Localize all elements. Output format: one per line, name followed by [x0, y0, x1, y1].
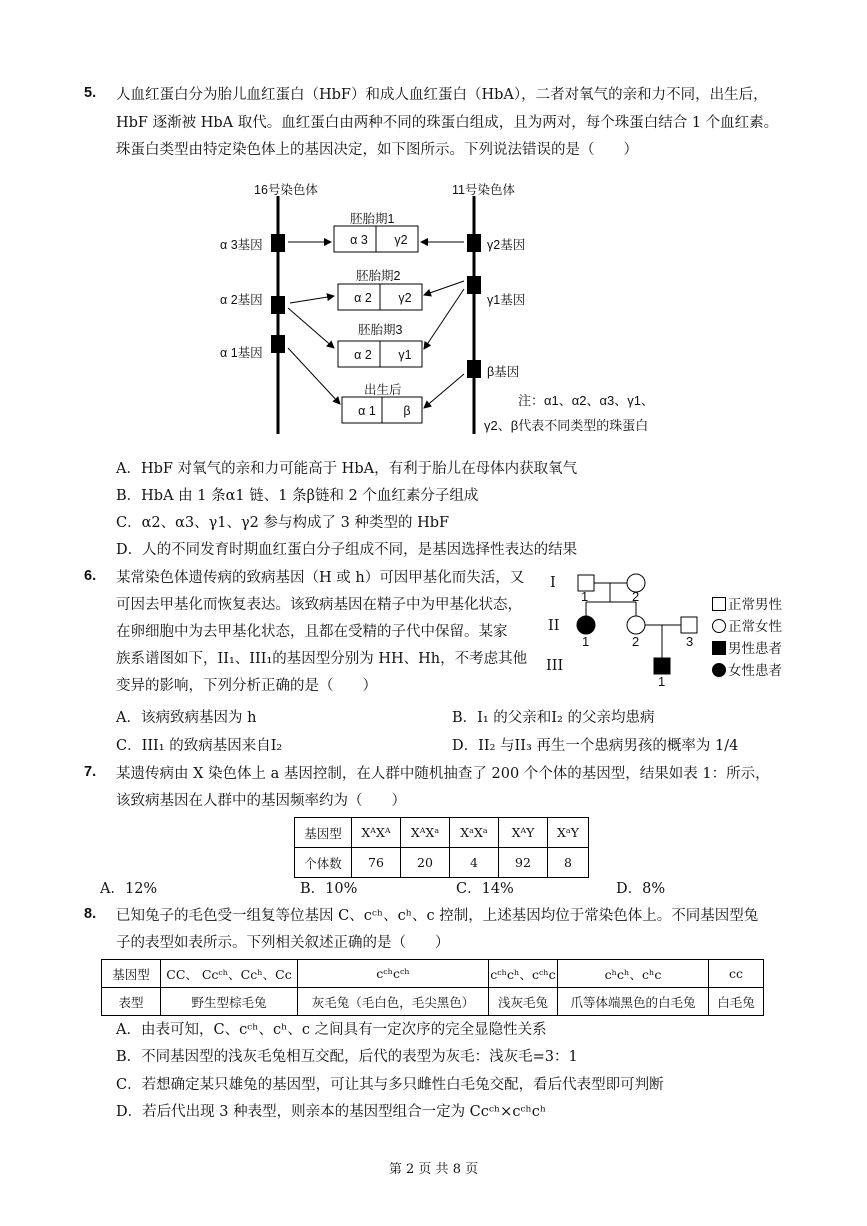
q6-number: 6. [84, 568, 97, 584]
a3-gene-label: α 3基因 [220, 238, 263, 252]
gen-label-I: I [550, 575, 556, 591]
table-cell: 4 [450, 848, 499, 878]
pedigree-II3 [681, 617, 697, 633]
table-header-cell: XᵃXᵃ [450, 818, 499, 848]
q5-option-b: B．HbA 由 1 条α1 链、1 条β链和 2 个血红素分子组成 [116, 488, 479, 504]
q6-option-c: C．III₁ 的致病基因来自I₂ [116, 738, 283, 754]
pedigree-legend: 正常男性 正常女性 男性患者 女性患者 [712, 594, 782, 682]
table-header-cell: XᴬXᵃ [401, 818, 450, 848]
page-footer: 第 2 页 共 8 页 [388, 1162, 479, 1177]
table-cell: 20 [401, 848, 450, 878]
box2-right: γ2 [398, 291, 412, 305]
box4-right: β [403, 404, 411, 418]
table-cell: 76 [352, 848, 401, 878]
q5-option-c: C．α2、α3、γ1、γ2 参与构成了 3 种类型的 HbF [116, 515, 450, 531]
table-cell: 个体数 [295, 848, 352, 878]
diagram-note-line: 注：α1、α2、α3、γ1、 [518, 393, 654, 408]
a1-gene-block [271, 335, 285, 353]
q8-option-c: C．若想确定某只雄兔的基因型，可让其与多只雌性白毛兔交配，看后代表型即可判断 [116, 1077, 664, 1093]
normal-female-icon [712, 619, 726, 633]
a2-gene-label: α 2基因 [220, 293, 263, 307]
q5-number: 5. [84, 85, 97, 101]
q8-option-b: B．不同基因型的浅灰毛兔相互交配，后代的表型为灰毛：浅灰毛=3：1 [116, 1049, 578, 1065]
table-cell: 野生型棕毛兔 [161, 988, 298, 1016]
box3-left: α 2 [354, 348, 372, 362]
ind-II2: 2 [632, 634, 640, 649]
box4-left: α 1 [358, 404, 376, 418]
table-cell: 92 [499, 848, 548, 878]
stage2-label: 胚胎期2 [356, 269, 401, 283]
gen-label-III: III [546, 658, 564, 674]
q8-number: 8. [84, 906, 97, 922]
q5-option-d: D．人的不同发育时期血红蛋白分子组成不同，是基因选择性表达的结果 [116, 542, 578, 558]
table-header-cell: 基因型 [295, 818, 352, 848]
box3-right: γ1 [398, 348, 412, 362]
table-cell: 浅灰毛兔 [489, 988, 558, 1016]
table-cell: 爪等体端黑色的白毛兔 [558, 988, 709, 1016]
ind-I2: 2 [632, 589, 640, 604]
q7-stem-line: 该致病基因在人群中的基因频率约为（ ） [116, 793, 406, 809]
box1-right: γ2 [394, 233, 408, 247]
ind-I1: 1 [581, 589, 589, 604]
table-cell: cc [709, 960, 764, 988]
table-header-cell: XᵃY [548, 818, 589, 848]
q7-option-d: D．8% [616, 881, 666, 897]
a1-gene-label: α 1基因 [220, 346, 263, 360]
rabbit-phenotype-table [101, 959, 764, 1016]
pedigree-III1 [654, 658, 670, 674]
ind-II3: 3 [686, 634, 694, 649]
q8-stem-line: 已知兔子的毛色受一组复等位基因 C、cᶜʰ、cʰ、c 控制，上述基因均位于常染色体上。不同基因型兔 [116, 908, 759, 924]
q6-stem-line: 在卵细胞中为去甲基化状态，且都在受精的子代中保留。某家 [116, 624, 508, 640]
table-cell: 白毛兔 [709, 988, 764, 1016]
table-cell: cʰcʰ、cʰc [558, 960, 709, 988]
affected-female-icon [712, 663, 726, 677]
table-cell: CC、 Ccᶜʰ、Ccʰ、Cc [161, 960, 298, 988]
box2-left: α 2 [354, 291, 372, 305]
q6-stem-line: 族系谱图如下，II₁、III₁的基因型分别为 HH、Hh，不考虑其他 [116, 651, 528, 667]
q6-stem-line: 可因去甲基化而恢复表达。该致病基因在精子中为甲基化状态， [116, 597, 522, 613]
q6-stem-line: 变异的影响，下列分析正确的是（ ） [116, 678, 377, 694]
ind-III1: 1 [658, 674, 666, 689]
ind-II1: 1 [582, 634, 590, 649]
table-cell: 灰毛兔（毛白色，毛尖黑色） [298, 988, 489, 1016]
box1-left: α 3 [350, 233, 368, 247]
q5-stem-line: 珠蛋白类型由特定染色体上的基因决定，如下图所示。下列说法错误的是（ ） [116, 142, 638, 158]
q5-stem-line: 人血红蛋白分为胎儿血红蛋白（HbF）和成人血红蛋白（HbA），二者对氧气的亲和力不同，出生后， [116, 87, 768, 103]
gen-label-II: II [548, 618, 560, 634]
pedigree-II2 [627, 616, 645, 634]
chr16-label: 16号染色体 [254, 183, 318, 197]
b-gene-block [467, 360, 481, 378]
pedigree-chart [540, 568, 700, 688]
q6-option-d: D．II₂ 与II₃ 再生一个患病男孩的概率为 1/4 [452, 738, 739, 754]
stage4-label: 出生后 [364, 383, 402, 397]
stage3-label: 胚胎期3 [358, 323, 403, 337]
q7-option-c: C．14% [456, 881, 514, 897]
q5-option-a: A．HbF 对氧气的亲和力可能高于 HbA，有利于胎儿在母体内获取氧气 [116, 461, 578, 477]
table-header-cell: XᴬY [499, 818, 548, 848]
g1-gene-block [467, 276, 481, 294]
chr11-label: 11号染色体 [452, 183, 515, 197]
a2-gene-block [271, 296, 285, 314]
b-gene-label: β基因 [487, 365, 520, 379]
q7-number: 7. [84, 764, 97, 780]
q6-option-b: B．I₁ 的父亲和I₂ 的父亲均患病 [452, 710, 655, 726]
q6-stem-line: 某常染色体遗传病的致病基因（H 或 h）可因甲基化而失活，又 [116, 570, 525, 586]
q7-option-a: A．12% [100, 881, 158, 897]
stage1-label: 胚胎期1 [350, 212, 395, 226]
table-header-cell: XᴬXᴬ [352, 818, 401, 848]
table-cell: 表型 [102, 988, 161, 1016]
a3-gene-block [271, 234, 285, 252]
q8-stem-line: 子的表型如表所示。下列相关叙述正确的是（ ） [116, 935, 450, 951]
g1-gene-label: γ1基因 [487, 293, 526, 307]
q7-option-b: B．10% [300, 881, 358, 897]
q8-option-d: D．若后代出现 3 种表型，则亲本的基因型组合一定为 Ccᶜʰ×cᶜʰcʰ [116, 1104, 547, 1120]
table-cell: 基因型 [102, 960, 161, 988]
genotype-count-table [294, 817, 589, 878]
table-cell: 8 [548, 848, 589, 878]
normal-male-icon [712, 597, 726, 611]
q6-option-a: A．该病致病基因为 h [116, 710, 257, 726]
g2-gene-block [467, 234, 481, 252]
table-cell: cᶜʰcᶜʰ [298, 960, 489, 988]
q7-stem-line: 某遗传病由 X 染色体上 a 基因控制，在人群中随机抽查了 200 个个体的基因型，结果如表 1：所示， [116, 766, 770, 782]
q5-stem-line: HbF 逐渐被 HbA 取代。血红蛋白由两种不同的珠蛋白组成，且为两对，每个珠蛋白结合 1 个血红素。 [116, 115, 779, 131]
affected-male-icon [712, 641, 726, 655]
pedigree-II1 [577, 616, 595, 634]
diagram-note-line: γ2、β代表不同类型的珠蛋白 [484, 418, 649, 433]
q8-option-a: A．由表可知，C、cᶜʰ、cʰ、c 之间具有一定次序的完全显隐性关系 [116, 1022, 547, 1038]
g2-gene-label: γ2基因 [487, 238, 526, 252]
table-cell: cᶜʰcʰ、cᶜʰc [489, 960, 558, 988]
